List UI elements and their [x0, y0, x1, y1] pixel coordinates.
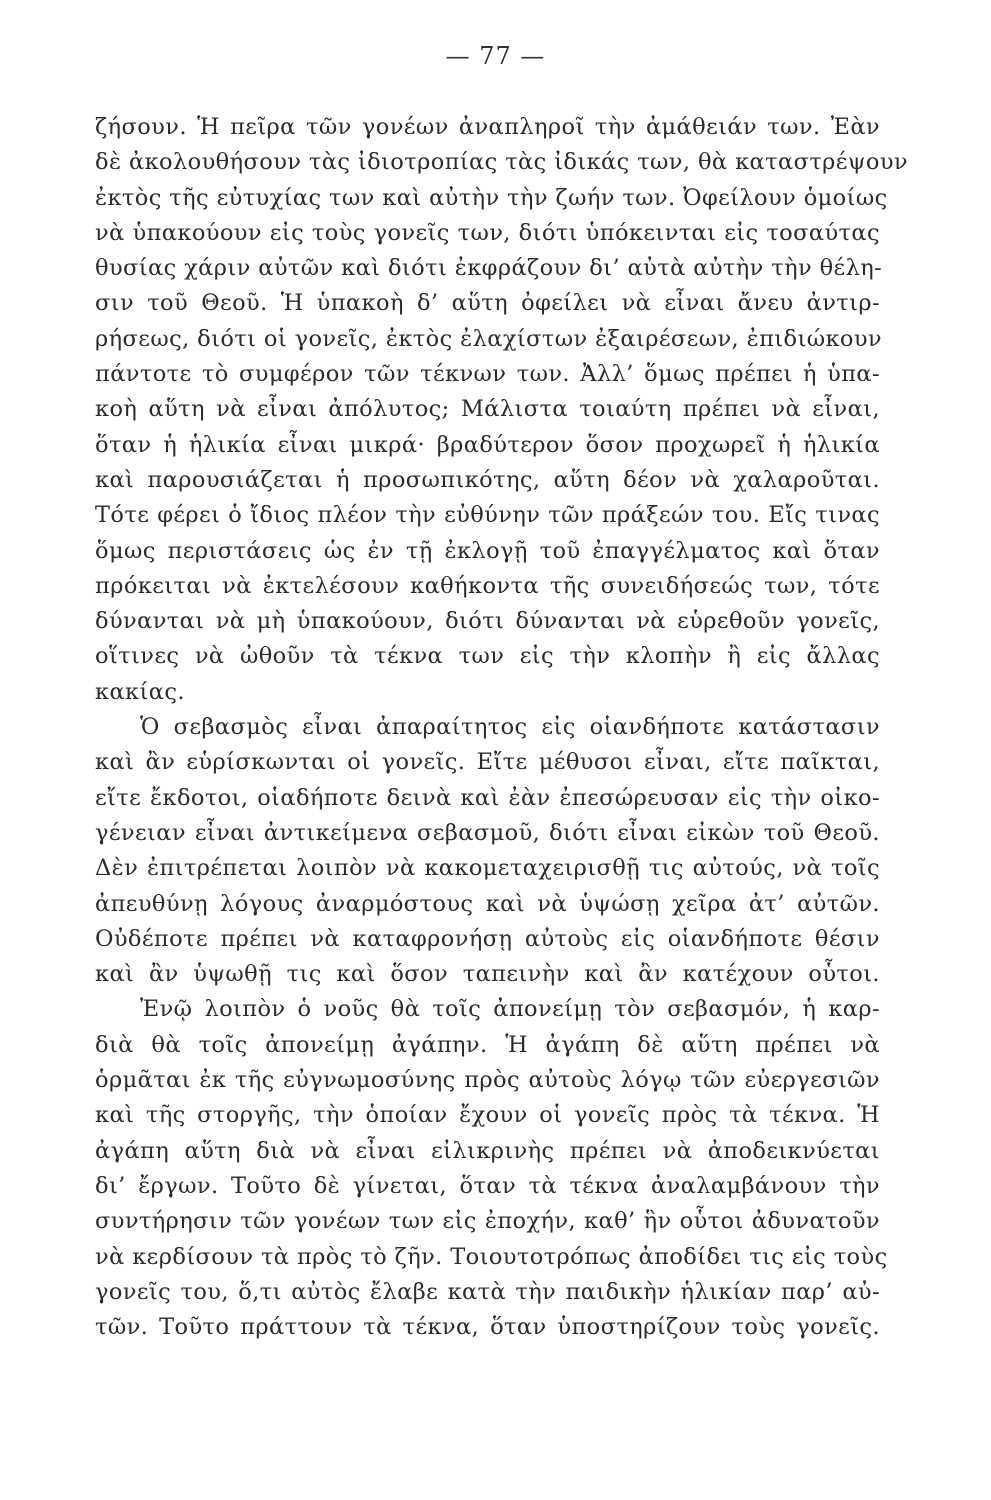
text-line: τῶν. Τοῦτο πράττουν τὰ τέκνα, ὅταν ὑποστηρίζουν τοὺς γονεῖς. [95, 1314, 880, 1341]
text-line: ἐκτὸς τῆς εὐτυχίας των καὶ αὐτὴν τὴν ζωήν των. Ὀφείλουν ὁμοίως [95, 184, 888, 211]
text-line: γονεῖς του, ὅ,τι αὐτὸς ἔλαβε κατὰ τὴν παιδικὴν ἡλικίαν παρ’ αὐ- [95, 1278, 880, 1305]
text-line: πάντοτε τὸ συμφέρον τῶν τέκνων των. Ἀλλ’ ὅμως πρέπει ἡ ὑπα- [95, 361, 880, 388]
text-line: γένειαν εἶναι ἀντικείμενα σεβασμοῦ, διότι εἶναι εἰκὼν τοῦ Θεοῦ. [95, 819, 880, 846]
text-line: θυσίας χάριν αὐτῶν καὶ διότι ἐκφράζουν δι’ αὐτὰ αὐτὴν τὴν θέλη- [95, 255, 883, 282]
text-line: ρήσεως, διότι οἱ γονεῖς, ἐκτὸς ἐλαχίστων ἐξαιρέσεων, ἐπιδιώκουν [95, 325, 883, 352]
text-line: καὶ ἂν ὑψωθῇ τις καὶ ὅσον ταπεινὴν καὶ ἂν κατέχουν οὗτοι. [95, 961, 880, 988]
text-line: εἴτε ἔκδοτοι, οἱαδήποτε δεινὰ καὶ ἐὰν ἐπεσώρευσαν εἰς τὴν οἰκο- [95, 784, 880, 811]
text-line: δὲ ἀκολουθήσουν τὰς ἰδιοτροπίας τὰς ἰδικάς των, θὰ καταστρέψουν [95, 149, 909, 176]
text-line: πρόκειται νὰ ἐκτελέσουν καθήκοντα τῆς συνειδήσεώς των, τότε [95, 572, 880, 599]
text-line: δι’ ἔργων. Τοῦτο δὲ γίνεται, ὅταν τὰ τέκνα ἀναλαμβάνουν τὴν [95, 1172, 880, 1199]
text-line: νὰ ὑπακούουν εἰς τοὺς γονεῖς των, διότι ὑπόκεινται εἰς τοσαύτας [95, 219, 880, 246]
text-line: Δὲν ἐπιτρέπεται λοιπὸν νὰ κακομεταχειρισθῇ τις αὐτούς, νὰ τοῖς [95, 855, 880, 882]
body-text [95, 110, 909, 1345]
text-line: Τότε φέρει ὁ ἴδιος πλέον τὴν εὐθύνην τῶν πράξεών του. Εἴς τινας [95, 502, 880, 529]
text-line: καὶ παρουσιάζεται ἡ προσωπικότης, αὕτη δέον νὰ χαλαροῦται. [95, 466, 880, 493]
text-line: Οὐδέποτε πρέπει νὰ καταφρονήσῃ αὐτοὺς εἰς οἱανδήποτε θέσιν [95, 925, 880, 952]
text-line: κακίας. [95, 678, 185, 705]
text-line: ὅμως περιστάσεις ὡς ἐν τῇ ἐκλογῇ τοῦ ἐπαγγέλματος καὶ ὅταν [95, 537, 880, 564]
paragraph-start-line: Ὁ σεβασμὸς εἶναι ἀπαραίτητος εἰς οἱανδήποτε κατάστασιν [140, 714, 880, 741]
text-line: διὰ θὰ τοῖς ἀπονείμῃ ἀγάπην. Ἡ ἀγάπη δὲ αὕτη πρέπει νὰ [95, 1031, 880, 1058]
text-line: συντήρησιν τῶν γονέων των εἰς ἐποχήν, καθ’ ἣν οὗτοι ἀδυνατοῦν [95, 1208, 880, 1235]
text-line: δύνανται νὰ μὴ ὑπακούουν, διότι δύνανται νὰ εὑρεθοῦν γονεῖς, [95, 608, 880, 635]
text-line: ὁρμᾶται ἐκ τῆς εὐγνωμοσύνης πρὸς αὐτοὺς λόγῳ τῶν εὐεργεσιῶν [95, 1067, 880, 1094]
page-number: — 77 — [445, 42, 546, 70]
text-line: σιν τοῦ Θεοῦ. Ἡ ὑπακοὴ δ’ αὕτη ὀφείλει νὰ εἶναι ἄνευ ἀντιρ- [95, 290, 880, 317]
text-line: ἀπευθύνῃ λόγους ἀναρμόστους καὶ νὰ ὑψώσῃ χεῖρα ἀτ’ αὐτῶν. [95, 890, 880, 917]
text-line: ἀγάπη αὕτη διὰ νὰ εἶναι εἰλικρινὴς πρέπει νὰ ἀποδεικνύεται [95, 1137, 880, 1164]
text-line: ὅταν ἡ ἡλικία εἶναι μικρά· βραδύτερον ὅσον προχωρεῖ ἡ ἡλικία [95, 431, 880, 458]
text-line: κοὴ αὕτη νὰ εἶναι ἀπόλυτος; Μάλιστα τοιαύτη πρέπει νὰ εἶναι, [95, 396, 880, 423]
text-line: καὶ τῆς στοργῆς, τὴν ὁποίαν ἔχουν οἱ γονεῖς πρὸς τὰ τέκνα. Ἡ [95, 1102, 880, 1129]
text-line: οἵτινες νὰ ὠθοῦν τὰ τέκνα των εἰς τὴν κλοπὴν ἢ εἰς ἄλλας [95, 643, 880, 670]
text-line: ζήσουν. Ἡ πεῖρα τῶν γονέων ἀναπληροῖ τὴν ἀμάθειάν των. Ἐὰν [95, 114, 880, 140]
text-line: νὰ κερδίσουν τὰ πρὸς τὸ ζῆν. Τοιουτοτρόπως ἀποδίδει τις εἰς τοὺς [95, 1243, 888, 1270]
text-line: καὶ ἂν εὑρίσκωνται οἱ γονεῖς. Εἴτε μέθυσοι εἶναι, εἴτε παῖκται, [95, 749, 880, 776]
paragraph-start-line: Ἐνῷ λοιπὸν ὁ νοῦς θὰ τοῖς ἀπονείμῃ τὸν σεβασμόν, ἡ καρ- [140, 996, 880, 1023]
